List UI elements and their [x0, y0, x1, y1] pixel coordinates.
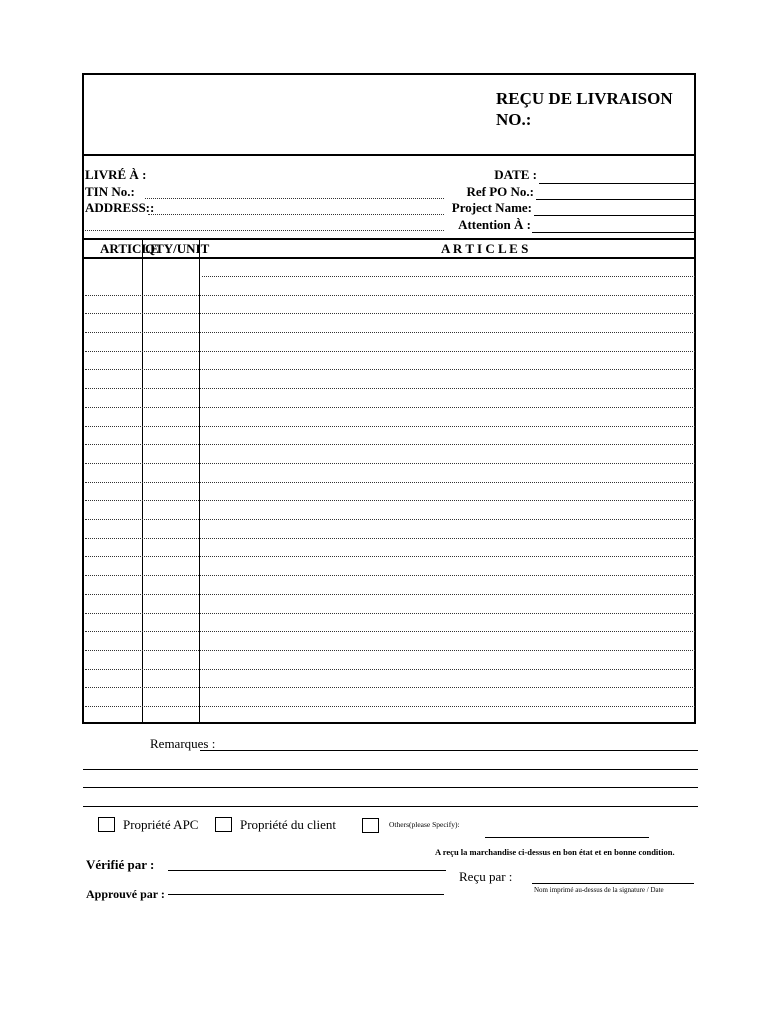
- attention-label: Attention À :: [458, 217, 531, 232]
- table-row[interactable]: [85, 295, 695, 296]
- table-row[interactable]: [85, 669, 695, 670]
- propriete-apc-checkbox[interactable]: [98, 817, 115, 832]
- table-row[interactable]: [85, 594, 695, 595]
- ref-po-label: Ref PO No.:: [466, 184, 534, 199]
- table-row[interactable]: [85, 613, 695, 614]
- table-row[interactable]: [85, 388, 695, 389]
- table-row[interactable]: [85, 538, 695, 539]
- table-header-bottom: [83, 257, 696, 259]
- form-title-line2: NO.:: [496, 110, 532, 129]
- acknowledgement-text: A reçu la marchandise ci-dessus en bon état et en bonne condition.: [435, 847, 675, 857]
- table-row[interactable]: [85, 313, 695, 314]
- recu-par-field[interactable]: [532, 883, 694, 884]
- form-frame: [82, 73, 696, 724]
- others-label: Others(please Specify):: [389, 820, 460, 829]
- table-row[interactable]: [85, 706, 695, 707]
- tin-field[interactable]: [145, 198, 444, 199]
- table-row[interactable]: [85, 351, 695, 352]
- project-name-field[interactable]: [534, 215, 695, 216]
- address-field-2[interactable]: [85, 230, 444, 231]
- others-checkbox[interactable]: [362, 818, 379, 833]
- table-row[interactable]: [202, 276, 695, 277]
- table-row[interactable]: [85, 444, 695, 445]
- signature-caption: Nom imprimé au-dessus de la signature / Date: [534, 886, 664, 894]
- approuve-par-label: Approuvé par :: [86, 887, 165, 901]
- table-row[interactable]: [85, 575, 695, 576]
- date-field[interactable]: [539, 183, 695, 184]
- remarks-line-3[interactable]: [83, 787, 698, 788]
- propriete-apc-label: Propriété APC: [123, 817, 199, 832]
- form-title-line1: REÇU DE LIVRAISON: [496, 89, 673, 108]
- remarks-field[interactable]: [200, 750, 698, 751]
- recu-par-label: Reçu par :: [459, 869, 513, 884]
- address-field[interactable]: [148, 214, 444, 215]
- table-row[interactable]: [85, 482, 695, 483]
- article-header: ARTICLE: [100, 241, 159, 256]
- address-label: ADDRESS::: [85, 200, 155, 215]
- verifie-par-label: Vérifié par :: [86, 857, 155, 872]
- header-separator: [83, 154, 696, 156]
- table-row[interactable]: [85, 519, 695, 520]
- table-row[interactable]: [85, 500, 695, 501]
- approuve-par-field[interactable]: [168, 894, 444, 895]
- propriete-client-label: Propriété du client: [240, 817, 337, 832]
- ref-po-field[interactable]: [536, 199, 695, 200]
- table-row[interactable]: [85, 687, 695, 688]
- articles-header: A R T I C L E S: [441, 241, 529, 256]
- form-title: [496, 88, 673, 130]
- table-row[interactable]: [85, 369, 695, 370]
- table-row[interactable]: [85, 463, 695, 464]
- date-label: DATE :: [494, 167, 537, 182]
- remarks-line-2[interactable]: [83, 769, 698, 770]
- table-row[interactable]: [85, 407, 695, 408]
- tin-label: TIN No.:: [85, 184, 135, 199]
- table-row[interactable]: [85, 426, 695, 427]
- remarks-line-4[interactable]: [83, 806, 698, 807]
- remarks-label: Remarques :: [150, 736, 216, 751]
- table-row[interactable]: [85, 556, 695, 557]
- table-row[interactable]: [85, 631, 695, 632]
- table-top-border: [83, 238, 696, 240]
- verifie-par-field[interactable]: [168, 870, 446, 871]
- propriete-client-checkbox[interactable]: [215, 817, 232, 832]
- project-name-label: Project Name:: [451, 200, 532, 215]
- livre-a-label: LIVRÉ À :: [85, 167, 147, 182]
- table-row[interactable]: [85, 332, 695, 333]
- table-row[interactable]: [85, 650, 695, 651]
- others-field[interactable]: [485, 837, 649, 838]
- attention-field[interactable]: [532, 232, 695, 233]
- qty-unit-header: QTY/UNIT: [145, 241, 210, 256]
